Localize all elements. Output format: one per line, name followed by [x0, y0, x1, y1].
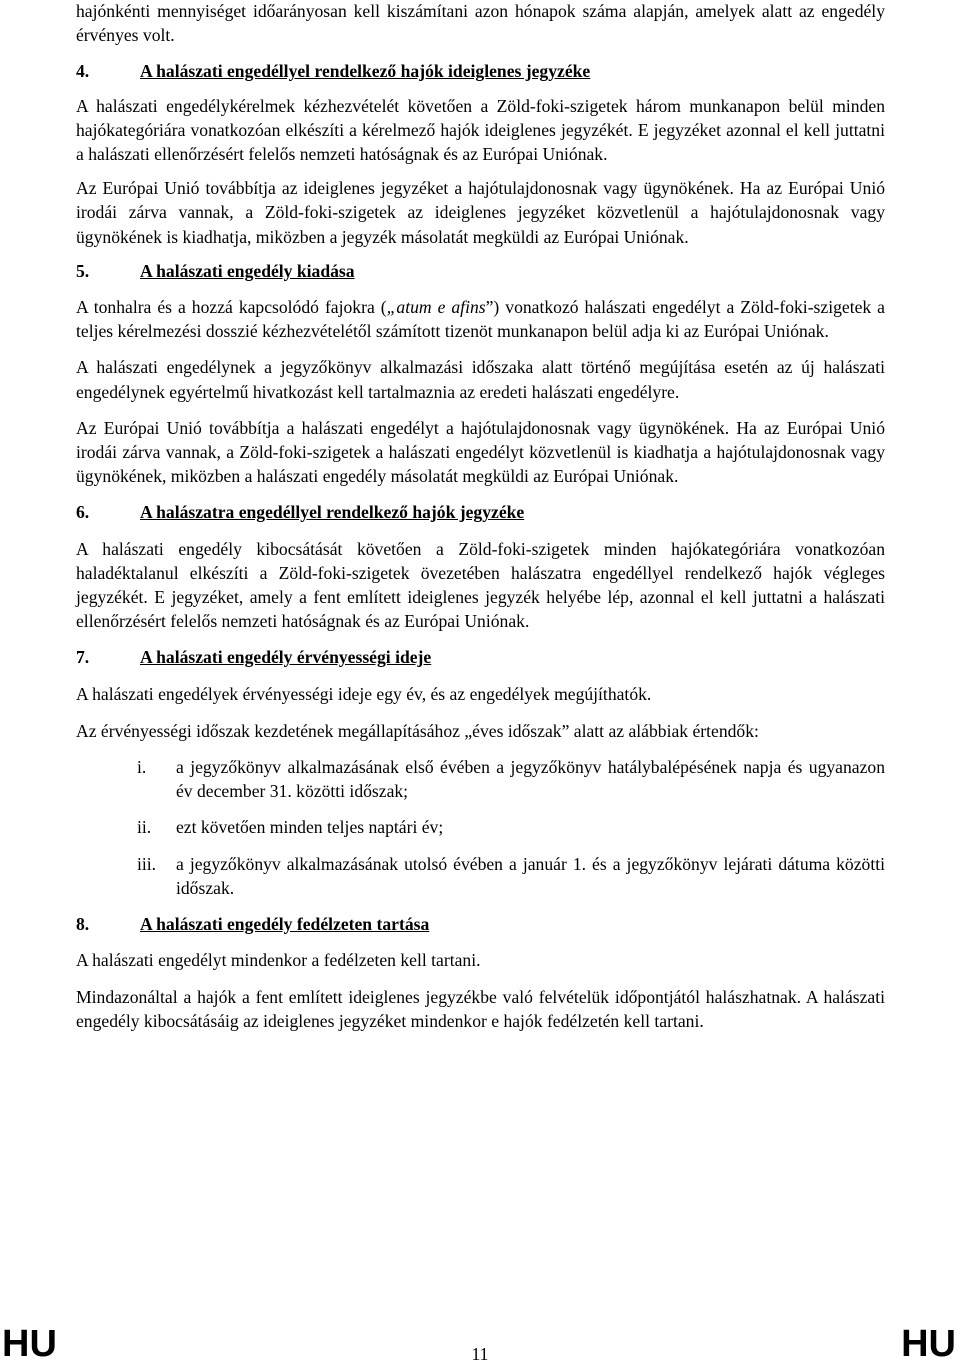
section-8-paragraph-2: Mindazonáltal a hajók a fent említett ideiglenes jegyzékbe való felvételük időpontjától halászhatnak. A halászati engedély kibocsátásáig az ideiglenes jegyzéket mindenkor e hajók fedélzetén kell tartani. — [76, 986, 885, 1031]
species-term: „atum e afins — [386, 297, 486, 318]
section-8-heading — [76, 912, 885, 936]
section-number: 5. — [76, 260, 90, 281]
section-6-heading — [76, 500, 885, 524]
language-code-left: HU — [2, 1323, 57, 1365]
section-4-paragraph-1: A halászati engedélykérelmek kézhezvételét követően a Zöld-foki-szigetek három munkanapon belül minden hajókategóriára vonatkozóan elkészíti a kérelmező hajók ideiglenes jegyzékét. E jegyzéket azonnal el kell juttatni a halászati ellenőrzésért felelős nemzeti hatóságnak és az Európai Uniónak. — [76, 95, 885, 165]
list-item — [76, 815, 885, 839]
section-number: 4. — [76, 61, 90, 82]
list-item-text: ezt követően minden teljes naptári év; — [176, 817, 444, 838]
section-5-paragraph-2: A halászati engedélynek a jegyzőkönyv alkalmazási időszaka alatt történő megújítása esetén az új halászati engedélynek egyértelmű hivatkozást kell tartalmaznia az eredeti halászati engedélyre. — [76, 357, 885, 402]
section-title: A halászati engedély fedélzeten tartása — [140, 914, 430, 935]
section-7-heading — [76, 645, 885, 669]
section-8-paragraph-1: A halászati engedélyt mindenkor a fedélzeten kell tartani. — [76, 950, 481, 971]
list-item — [76, 755, 885, 803]
text-run: ”) vonatkozó halászati engedélyt a Zöld-foki-szigetek a teljes kérelmezési dosszié kézhezvételétől számított tizenöt munkanapon belül adja ki az Európai Uniónak. — [76, 297, 885, 342]
section-4-heading — [76, 59, 885, 83]
section-number: 6. — [76, 502, 90, 523]
section-5-paragraph-1 — [76, 295, 885, 343]
section-7-paragraph-2: Az érvényességi időszak kezdetének megállapításához „éves időszak” alatt az alábbiak értendők: — [76, 720, 759, 741]
section-number: 7. — [76, 647, 90, 668]
section-5-paragraph-3: Az Európai Unió továbbítja a halászati engedélyt a hajótulajdonosnak vagy ügynökének. Ha az Európai Unió irodái zárva vannak, a Zöld-foki-szigetek a halászati engedélyt közvetlenül is kiadhatja a hajótulajdonosnak vagy ügynökének, miközben a halászati engedély másolatát megküldi az Európai Uniónak. — [76, 417, 885, 487]
list-marker: ii. — [137, 817, 152, 838]
list-item-text: a jegyzőkönyv alkalmazásának első évében a jegyzőkönyv hatálybalépésének napja és ugyanazon év december 31. közötti időszak; — [176, 757, 885, 802]
section-4-paragraph-2: Az Európai Unió továbbítja az ideiglenes jegyzéket a hajótulajdonosnak vagy ügynökének. Ha az Európai Unió irodái zárva vannak, a Zöld-foki-szigetek az ideiglenes jegyzéket közvetlenül a hajótulajdonosnak vagy ügynökének is kiadhatja, miközben a jegyzék másolatát megküldi az Európai Uniónak. — [76, 178, 885, 247]
section-7-paragraph-1: A halászati engedélyek érvényességi ideje egy év, és az engedélyek megújíthatók. — [76, 683, 652, 704]
list-item-text: a jegyzőkönyv alkalmazásának utolsó évében a január 1. és a jegyzőkönyv lejárati dátuma közötti időszak. — [176, 853, 885, 898]
list-marker: iii. — [137, 853, 157, 874]
language-code-right: HU — [901, 1323, 956, 1365]
list-marker: i. — [137, 757, 147, 778]
intro-continuation: hajónkénti mennyiséget időarányosan kell kiszámítani azon hónapok száma alapján, amelyek alatt az engedély érvényes volt. — [76, 1, 885, 46]
section-5-heading — [76, 259, 885, 283]
section-title: A halászati engedély érvényességi ideje — [140, 647, 432, 668]
section-number: 8. — [76, 914, 90, 935]
section-title: A halászati engedély kiadása — [140, 260, 355, 281]
list-item — [76, 852, 885, 900]
section-title: A halászati engedéllyel rendelkező hajók ideiglenes jegyzéke — [140, 61, 591, 82]
text-run: A tonhalra és a hozzá kapcsolódó fajokra ( — [76, 297, 387, 318]
section-title: A halászatra engedéllyel rendelkező hajók jegyzéke — [140, 502, 525, 523]
section-6-paragraph-1: A halászati engedély kibocsátását követően a Zöld-foki-szigetek minden hajókategóriára vonatkozóan haladéktalanul elkészíti a Zöld-foki-szigetek övezetében halászatra engedéllyel rendelkező hajók végleges jegyzékét. E jegyzéket, amely a fent említett ideiglenes jegyzék helyébe lép, azonnal el kell juttatni a halászati ellenőrzésért felelős nemzeti hatóságnak és az Európai Uniónak. — [76, 538, 885, 632]
page-number: 11 — [471, 1344, 489, 1364]
document-body — [76, 0, 885, 1033]
